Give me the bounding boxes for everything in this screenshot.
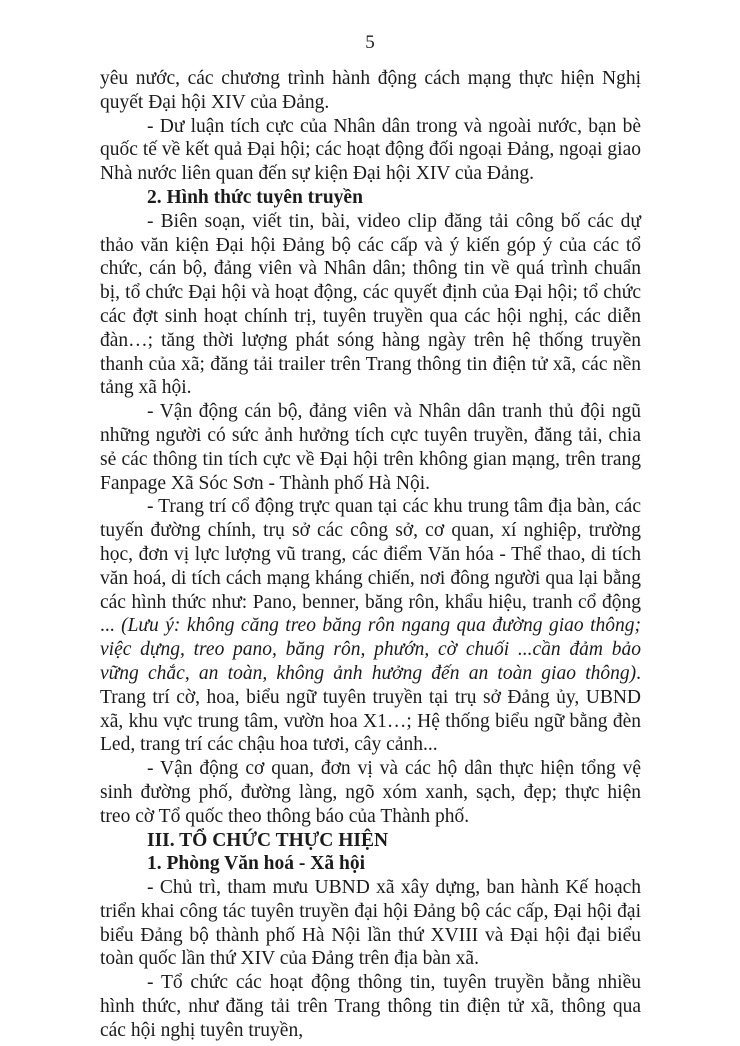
text-run: - Vận động cán bộ, đảng viên và Nhân dân tranh thủ đội ngũ những người có sức ảnh hưởng tích cực tuyên truyền, đăng tải, chia sẻ các thông tin tích cực về Đại hội trên không gian mạng, trên trang Fanpage Xã Sóc Sơn - Thành phố Hà Nội. [100,401,641,494]
paragraph [100,876,641,971]
italic-note: (Lưu ý: không căng treo băng rôn ngang qua đường giao thông; việc dựng, treo pano, băng rôn, phướn, cờ chuối ...cần đảm bảo vững chắc, an toàn, không ảnh hưởng đến an toàn giao thông) [100,615,642,684]
text-run: - Biên soạn, viết tin, bài, video clip đăng tải công bố các dự thảo văn kiện Đại hội Đảng bộ các cấp và ý kiến góp ý của các tổ chức, cán bộ, đảng viên và Nhân dân; thông tin về quá trình chuẩn bị, tổ chức Đại hội và hoạt động, các quyết định của Đại hội; tổ chức các đợt sinh hoạt chính trị, tuyên truyền qua các hội nghị, các diễn đàn…; tăng thời lượng phát sóng hàng ngày trên hệ thống truyền thanh của xã; đăng tải trailer trên Trang thông tin điện tử xã, các nền tảng xã hội. [100,210,641,399]
paragraph [100,210,641,400]
paragraph [100,115,641,186]
paragraph [100,400,641,495]
section-heading [100,186,641,210]
text-run: 2. Hình thức tuyên truyền [147,186,363,208]
text-run: - Dư luận tích cực của Nhân dân trong và ngoài nước, bạn bè quốc tế về kết quả Đại hội; các hoạt động đối ngoại Đảng, ngoại giao Nhà nước liên quan đến sự kiện Đại hội XIV của Đảng. [100,115,641,185]
page-number: 5 [365,32,375,53]
paragraph [100,971,641,1042]
text-run: - Vận động cơ quan, đơn vị và các hộ dân thực hiện tổng vệ sinh đường phố, đường làng, ngõ xóm xanh, sạch, đẹp; thực hiện treo cờ Tổ quốc theo thông báo của Thành phố. [100,758,641,827]
text-run: - Chủ trì, tham mưu UBND xã xây dựng, ban hành Kế hoạch triển khai công tác tuyên truyền đại hội Đảng bộ các cấp, Đại hội đại biểu Đảng bộ thành phố Hà Nội lần thứ XVIII và Đại hội đại biểu toàn quốc lần thứ XIV của Đảng trên địa bàn xã. [100,877,641,970]
section-heading [100,829,641,853]
paragraph [100,757,641,828]
text-run: - Tổ chức các hoạt động thông tin, tuyên truyền bằng nhiều hình thức, như đăng tải trên Trang thông tin điện tử xã, thông qua các hội nghị tuyên truyền, [100,972,641,1041]
section-heading [100,852,641,876]
text-run: 1. Phòng Văn hoá - Xã hội [147,853,365,875]
paragraph [100,495,641,757]
text-run: - Trang trí cổ động trực quan tại các khu trung tâm địa bàn, các tuyến đường chính, trụ sở các công sở, cơ quan, xí nghiệp, trường học, đơn vị lực lượng vũ trang, các điểm Văn hóa - Thể thao, di tích văn hoá, di tích cách mạng kháng chiến, nơi đông người qua lại bằng các hình thức như: Pano, benner, băng rôn, khẩu hiệu, tranh cổ động ... [100,496,641,637]
document-content [100,67,641,1043]
paragraph [100,67,641,115]
text-run: . Trang trí cờ, hoa, biểu ngữ tuyên truyền tại trụ sở Đảng ủy, UBND xã, khu vực trung tâm, vườn hoa X1…; Hệ thống biểu ngữ bằng đèn Led, trang trí các chậu hoa tươi, cây cảnh... [100,662,641,756]
text-run: yêu nước, các chương trình hành động cách mạng thực hiện Nghị quyết Đại hội XIV của Đảng. [100,68,641,113]
text-run: III. TỔ CHỨC THỰC HIỆN [147,829,389,851]
